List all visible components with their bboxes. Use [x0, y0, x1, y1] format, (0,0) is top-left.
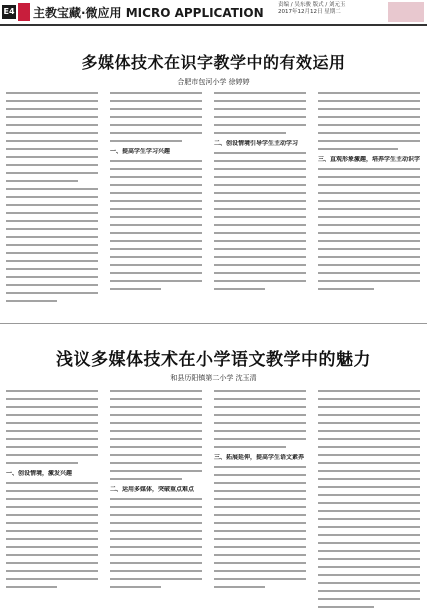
article1-column-2: [110, 92, 202, 296]
article-divider: [0, 323, 427, 324]
article1-subhead: 二、创设情境引导学生主动学习: [214, 140, 299, 147]
article2-column-2: [110, 390, 202, 594]
article1-column-3: [214, 92, 306, 296]
section-title: 主教宝藏·微应用 MICRO APPLICATION: [33, 6, 264, 20]
article2-column-3: [214, 390, 306, 594]
article1-column-4: [318, 92, 420, 296]
page-number: E4: [2, 5, 16, 19]
masthead: [0, 0, 427, 24]
editor-line: 责编 / 吴东骏 版式 / 刘元玉: [278, 2, 346, 8]
article1-subhead: 一、提高学生学习兴趣: [110, 148, 171, 155]
date-line: 2017年12月12日 星期二: [278, 9, 341, 15]
article2-column-1: [6, 390, 98, 594]
article2-subhead: 三、拓展延伸，提高学生语文素养: [214, 454, 305, 461]
article1-headline: 多媒体技术在识字教学中的有效运用: [81, 53, 346, 72]
article1-column-1: [6, 92, 98, 308]
masthead-meta: [278, 2, 345, 16]
article2-byline: 和县历阳镇第二小学 沈玉清: [170, 374, 257, 382]
masthead-rule: [0, 24, 427, 26]
article1-byline: 合肥市包河小学 徐婷婷: [177, 78, 250, 86]
article1-subhead: 三、直观形象激趣，培养学生主动识字: [318, 156, 420, 163]
article2-subhead: 一、创设情境，激发兴趣: [6, 470, 73, 477]
masthead-color-bar: [18, 3, 30, 21]
article2-subhead: 二、运用多媒体，突破重点难点: [110, 486, 195, 493]
article2-column-4: [318, 390, 420, 614]
masthead-logo-block: [388, 2, 424, 22]
article2-headline: 浅议多媒体技术在小学语文教学中的魅力: [56, 350, 371, 370]
